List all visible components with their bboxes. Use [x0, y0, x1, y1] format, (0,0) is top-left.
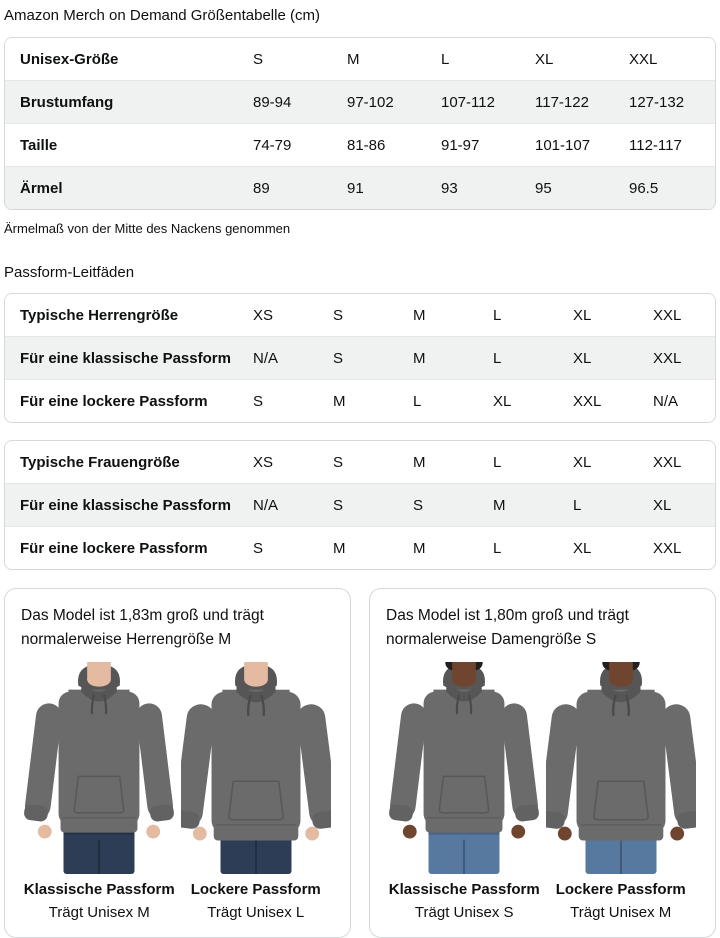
male-model-card [4, 588, 351, 938]
table-cell: M [333, 539, 346, 557]
table-cell: 96.5 [629, 179, 659, 197]
row-label: Typische Herrengröße [20, 306, 179, 324]
row-label: Unisex-Größe [20, 50, 119, 68]
table-cell: XXL [653, 539, 682, 557]
model-card-heading: Das Model ist 1,80m groß und trägt normalerweise Damengröße S [386, 607, 629, 648]
table-cell: L [493, 306, 502, 324]
table-row [5, 526, 715, 569]
figure-loose-fit [543, 662, 700, 923]
row-label: Für eine lockere Passform [20, 539, 208, 557]
table-cell: M [493, 496, 506, 514]
table-row [5, 166, 715, 209]
table-cell: XL [653, 496, 672, 514]
table-cell: XL [573, 349, 592, 367]
table-cell: S [333, 453, 344, 471]
table-cell: M [413, 306, 426, 324]
table-row [5, 441, 715, 483]
table-cell: 91-97 [441, 136, 480, 154]
table-cell: XS [253, 453, 274, 471]
table-cell: 81-86 [347, 136, 386, 154]
row-label: Ärmel [20, 179, 63, 197]
sleeve-measure-footnote: Ärmelmaß von der Mitte des Nackens genommen [4, 221, 291, 236]
table-cell: S [253, 392, 264, 410]
row-label: Brustumfang [20, 93, 114, 111]
table-cell: S [333, 349, 344, 367]
table-row [5, 38, 715, 80]
fit-label: Lockere Passform [190, 881, 321, 898]
table-cell: 112-117 [629, 136, 682, 154]
table-cell: L [413, 392, 422, 410]
row-label: Für eine klassische Passform [20, 496, 231, 514]
table-row [5, 80, 715, 123]
table-cell: XXL [573, 392, 602, 410]
table-cell: S [333, 306, 344, 324]
figure-loose-fit [178, 662, 335, 923]
unisex-size-table [4, 37, 716, 210]
worn-size-label: Trägt Unisex S [414, 904, 514, 921]
table-cell: 95 [535, 179, 552, 197]
table-cell: 91 [347, 179, 364, 197]
table-cell: S [413, 496, 424, 514]
womens-fit-guide-table [4, 440, 716, 570]
column-header: M [347, 50, 360, 68]
model-cards [4, 588, 716, 938]
column-header: L [441, 50, 450, 68]
table-cell: 74-79 [253, 136, 292, 154]
fit-guides-heading: Passform-Leitfäden [4, 264, 135, 281]
table-cell: XXL [653, 453, 682, 471]
table-cell: L [493, 539, 502, 557]
column-header: XL [535, 50, 554, 68]
table-cell: 101-107 [535, 136, 591, 154]
fit-label: Klassische Passform [388, 881, 540, 898]
table-cell: 93 [441, 179, 458, 197]
table-cell: N/A [653, 392, 679, 410]
column-header: XXL [629, 50, 658, 68]
column-header: S [253, 50, 264, 68]
row-label: Für eine klassische Passform [20, 349, 231, 367]
fit-label: Lockere Passform [555, 881, 686, 898]
table-cell: L [493, 453, 502, 471]
row-label: Für eine lockere Passform [20, 392, 208, 410]
table-cell: S [333, 496, 344, 514]
table-row [5, 123, 715, 166]
worn-size-label: Trägt Unisex M [570, 904, 672, 921]
table-cell: L [493, 349, 502, 367]
table-row [5, 294, 715, 336]
table-cell: 127-132 [629, 93, 685, 111]
page-title: Amazon Merch on Demand Größentabelle (cm) [4, 7, 320, 24]
figure-classic-fit [21, 662, 178, 923]
worn-size-label: Trägt Unisex L [207, 904, 305, 921]
fit-label: Klassische Passform [23, 881, 175, 898]
female-model-card [369, 588, 716, 938]
table-cell: M [413, 539, 426, 557]
table-cell: XL [573, 539, 592, 557]
table-cell: M [333, 392, 346, 410]
table-cell: XXL [653, 349, 682, 367]
table-row [5, 483, 715, 526]
figure-classic-fit [386, 662, 543, 923]
table-cell: XL [573, 453, 592, 471]
table-cell: XXL [653, 306, 682, 324]
male-classic-fit-model-image [24, 662, 174, 874]
table-cell: 89 [253, 179, 270, 197]
row-label: Taille [20, 136, 58, 154]
table-cell: N/A [253, 349, 279, 367]
row-label: Typische Frauengröße [20, 453, 180, 471]
female-classic-fit-model-image [389, 662, 539, 874]
table-cell: 117-122 [535, 93, 589, 111]
worn-size-label: Trägt Unisex M [48, 904, 150, 921]
table-cell: S [253, 539, 264, 557]
table-cell: L [573, 496, 582, 514]
table-cell: M [413, 349, 426, 367]
mens-fit-guide-table [4, 293, 716, 423]
table-cell: 97-102 [347, 93, 394, 111]
table-row [5, 379, 715, 422]
table-cell: 89-94 [253, 93, 292, 111]
table-cell: XS [253, 306, 274, 324]
table-cell: XL [493, 392, 512, 410]
male-loose-fit-model-image [181, 662, 331, 874]
table-row [5, 336, 715, 379]
table-cell: XL [573, 306, 592, 324]
table-cell: N/A [253, 496, 279, 514]
female-loose-fit-model-image [546, 662, 696, 874]
table-cell: M [413, 453, 426, 471]
table-cell: 107-112 [441, 93, 495, 111]
model-card-heading: Das Model ist 1,83m groß und trägt normalerweise Herrengröße M [21, 607, 264, 648]
